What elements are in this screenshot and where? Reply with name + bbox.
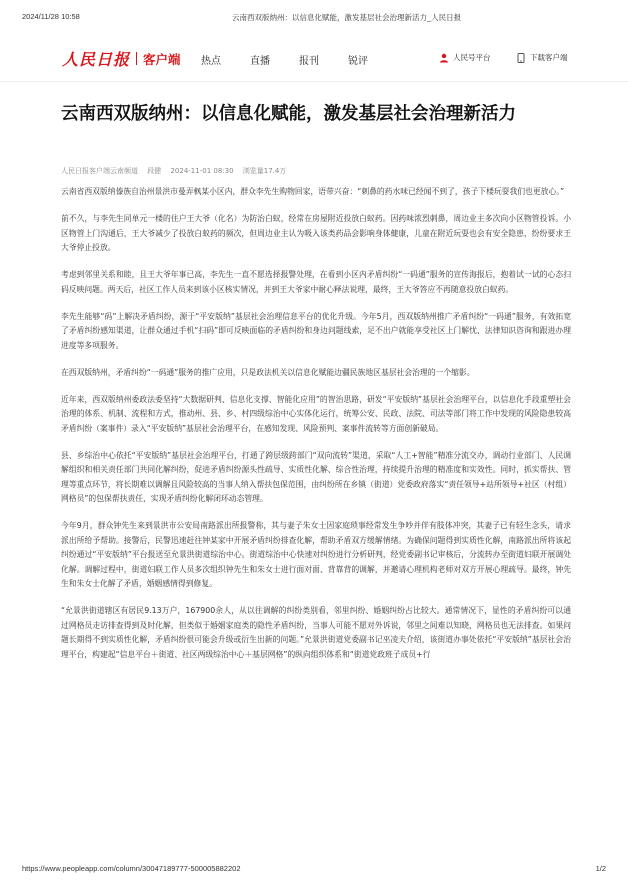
article-paragraph: 近年来，西双版纳州委政法委坚持“大数据研判、信息化支撑、智能化应用”的智治思路，研发“平安版纳”基层社会治理平台，以信息化手段重塑社会治理的体系、机制、流程和方式，推动州、县、乡、村四级综治中心实体化运行，统筹公安、民政、法院、司法等部门将工作中发现的风险隐患较高矛盾纠纷（案事件）录入“平安版纳”基层社会治理平台，在感知发现、风险预判、案事件流转等方面创新破局。 (61, 394, 571, 433)
article-paragraph: 考虑到邻里关系和睦，且王大爷年事已高，李先生一直不愿选择报警处理，在看到小区内矛盾纠纷“一码通”服务的宣传海报后，抱着试一试的心态扫码反映问题。两天后，社区工作人员来到该小区核实情况，并到王大爷家中耐心释法说理，最终，王大爷答应不再随意投放白蚁药。 (61, 270, 571, 294)
site-header (62, 44, 598, 74)
nav-item-commentary[interactable]: 锐评 (348, 56, 368, 67)
download-app-label: 下载客户端 (530, 53, 568, 62)
download-app-link[interactable] (516, 52, 568, 63)
logo-sub-text: 客户端 (143, 51, 181, 67)
account-platform-link[interactable] (439, 52, 491, 63)
print-timestamp: 2024/11/28 10:58 (22, 12, 80, 21)
article-body (61, 185, 571, 675)
print-page-title: 云南西双版纳州：以信息化赋能，激发基层社会治理新活力_人民日报 (232, 13, 462, 22)
article-paragraph: “允景洪街道辖区有居民9.13万户，167900余人，从以往调解的纠纷类别看，邻里纠纷、婚姻纠纷占比较大。通常情况下，显性的矛盾纠纷可以通过网格员走访排查得到及时化解，但类似于婚姻家庭类的隐性矛盾纠纷，当事人可能不愿对外诉说，邻里之间难以知晓，网格员也无法排查。如果问题长期得不到实质性化解，矛盾纠纷很可能会升级或衍生出新的问题。”允景洪街道党委副书记巫凌夫介绍，该街道办事处依托“平安版纳”基层社会治理平台，构建起“信息平台＋街道、社区两级综治中心＋基层网格”的纵向组织体系和“街道党政班子成员+行 (61, 606, 571, 659)
main-nav (201, 52, 397, 67)
article-paragraph: 前不久，与李先生同单元一楼的住户王大爷（化名）为防治白蚁，经常在房屋附近投放白蚁药。因药味浓烈刺鼻，周边业主多次向小区物管投诉。小区物管上门沟通后，王大爷减少了投放白蚁药的频次，但周边业主认为吸入该类药品会影响身体健康，儿童在附近玩耍也会有安全隐患，纷纷要求王大爷停止投放。 (61, 214, 571, 252)
site-logo[interactable] (62, 47, 181, 70)
nav-item-hot[interactable]: 热点 (201, 56, 221, 67)
header-divider (0, 81, 628, 82)
article-paragraph: 云南省西双版纳傣族自治州景洪市曼弄枫某小区内，群众李先生购物回家，语带兴奋：“刺鼻的药水味已经闻不到了，孩子下楼玩耍我们也更放心。” (61, 187, 565, 196)
article-datetime: 2024-11-01 08:30 (170, 167, 234, 175)
print-page-number: 1/2 (595, 864, 606, 873)
article-paragraph: 县、乡综治中心依托“平安版纳”基层社会治理平台，打通了跨层级跨部门“双向流转”渠道，采取“人工+智能”精准分流交办，调动行业部门、人民调解组织和相关责任部门共同化解纠纷，促进矛盾纠纷源头性疏导、实质性化解、综合性治理，持续提升治理的精准度和实效性。同时，抓实帮扶、管理等重点环节，将长期难以调解且风险较高的当事人纳入帮扶包保范围，由纠纷所在乡镇（街道）党委政府落实“责任领导+站所领导+社区（村组）网格员”的包保帮扶责任，实现矛盾纠纷化解闭环动态管理。 (61, 450, 571, 503)
nav-item-live[interactable]: 直播 (250, 56, 270, 67)
nav-item-newspapers[interactable]: 报刊 (299, 56, 319, 67)
article-author: 段健 (147, 167, 162, 175)
account-platform-label: 人民号平台 (453, 53, 491, 62)
article-meta (61, 166, 293, 176)
article-source: 人民日报客户端云南频道 (61, 167, 138, 175)
print-header (22, 12, 606, 24)
print-url: https://www.peopleapp.com/column/30047189777-500005882202 (22, 864, 241, 873)
person-icon (439, 53, 449, 63)
article-views: 浏览量17.4万 (242, 167, 287, 175)
article-title: 云南西双版纳州：以信息化赋能，激发基层社会治理新活力 (61, 104, 516, 124)
logo-separator (136, 52, 137, 65)
article-paragraph: 李先生能够“码”上解决矛盾纠纷，源于“平安版纳”基层社会治理信息平台的优化升级。今年5月，西双版纳州推广矛盾纠纷“一码通”服务，有效拓宽了矛盾纠纷感知渠道，让群众通过手机“扫码”即可反映面临的矛盾纠纷和身边问题线索，足不出户就能享受社区上门解忧、法律知识咨询和跟进办理进度等多项服务。 (61, 311, 571, 350)
print-footer (22, 864, 606, 876)
logo-main-text: 人民日报 (62, 50, 131, 69)
article-paragraph: 在西双版纳州，矛盾纠纷“一码通”服务的推广应用，只是政法机关以信息化赋能边疆民族地区基层社会治理的一个缩影。 (61, 367, 475, 377)
article-paragraph: 今年9月，群众钟先生来到景洪市公安局南路派出所报警称，其与妻子朱女士因家庭琐事经常发生争吵并伴有肢体冲突，其妻子已有轻生念头，请求派出所给予帮助。接警后，民警迅速赶往钟某家中开展矛盾纠纷排查化解，帮助矛盾双方缓解情绪。为确保问题得到实质性化解，南路派出所将该起纠纷通过“平安版纳”平台报送至允景洪街道综治中心。街道综治中心快速对纠纷进行分析研判，经党委副书记审核后，分流转办至街道妇联开展调处化解。调解过程中，街道妇联工作人员多次组织钟先生和朱女士进行面对面、背靠背的调解，并邀请心理机构老师对双方开展心理疏导。最终，钟先生和朱女士化解了矛盾，婚姻感情得到修复。 (61, 521, 571, 588)
download-phone-icon (516, 53, 526, 63)
